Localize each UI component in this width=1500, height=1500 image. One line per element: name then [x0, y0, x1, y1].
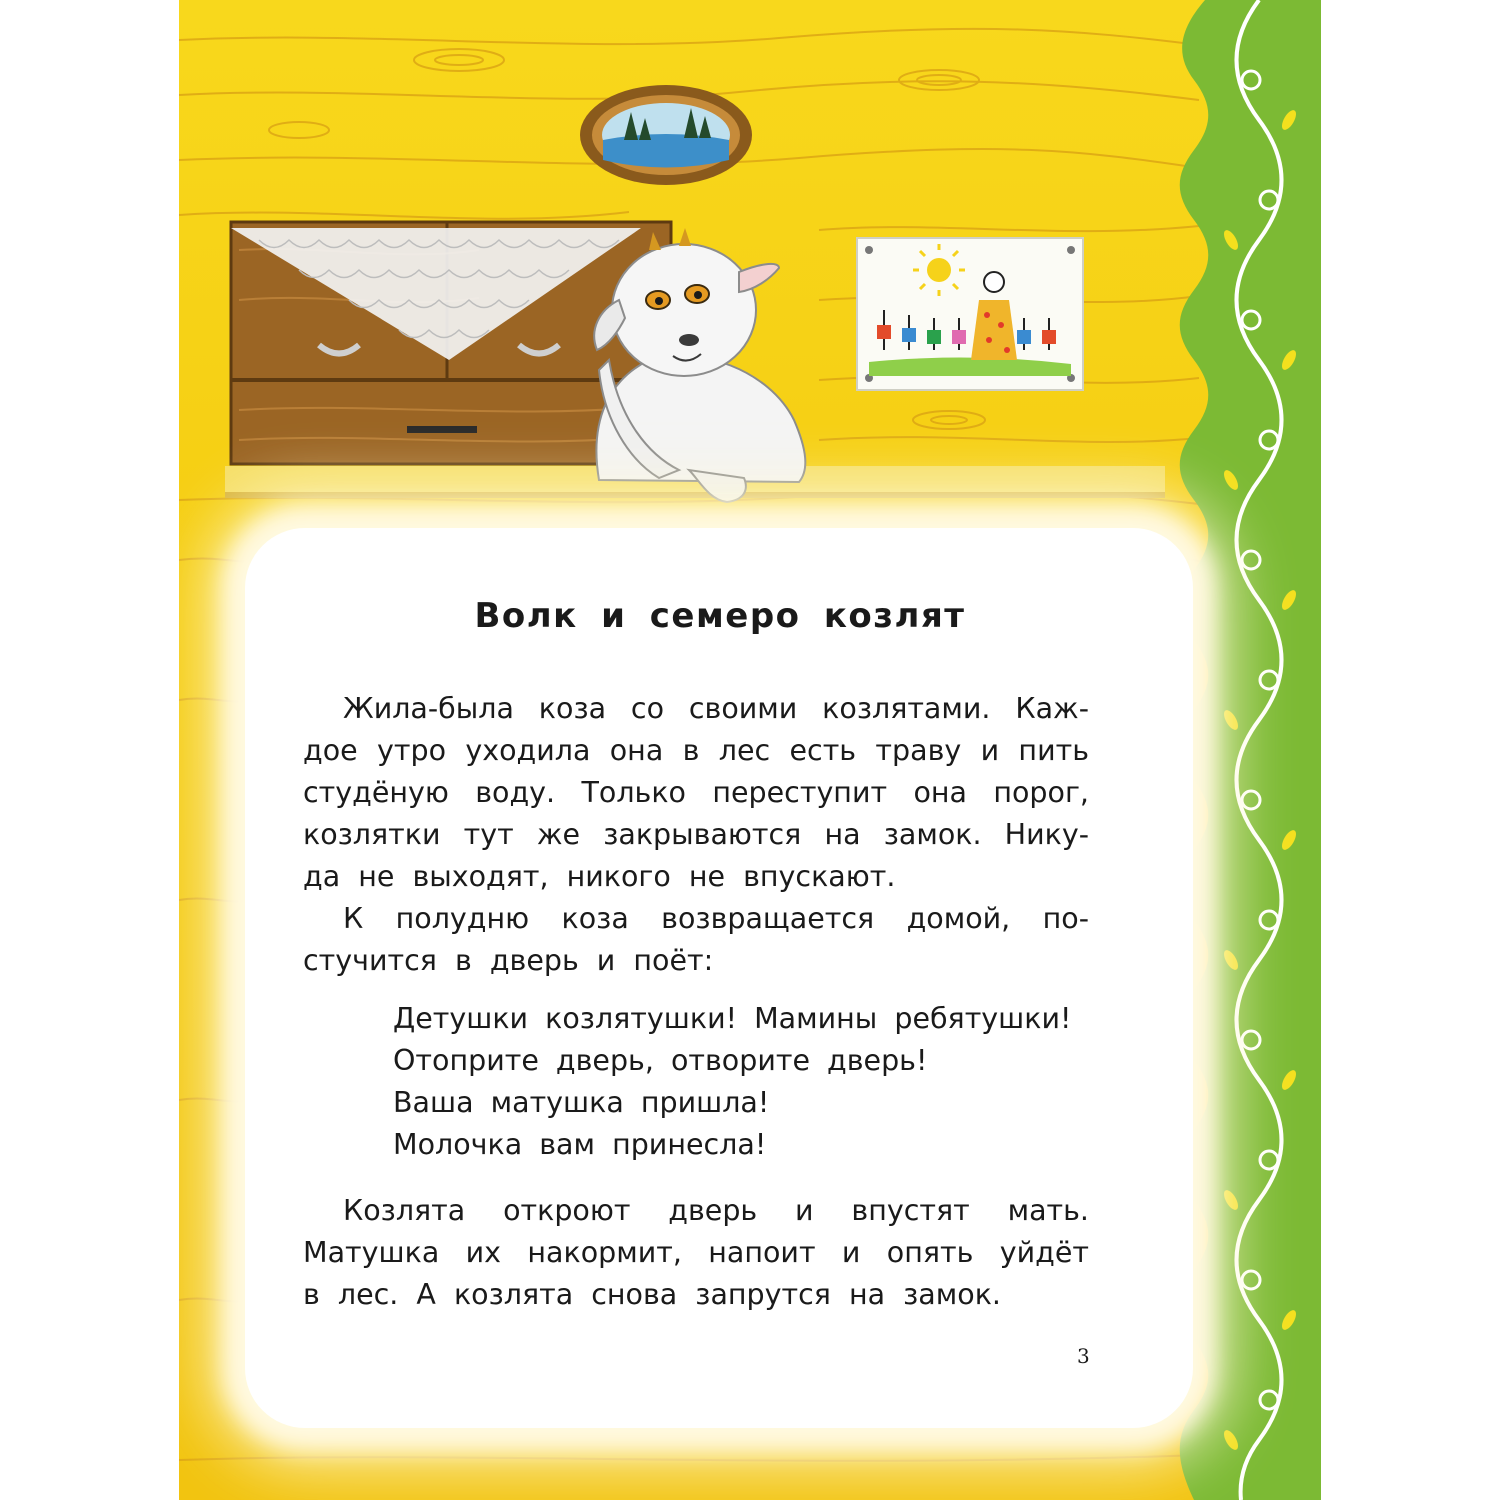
story-title: Волк и семеро козлят — [474, 596, 966, 636]
text-line: козлятки тут же закрываются на замок. Нику- — [303, 818, 1089, 851]
verse-line: Детушки козлятушки! Мамины ребятушки! — [393, 1002, 1072, 1035]
text-line: Козлята откроют дверь и впустят мать. — [343, 1194, 1089, 1227]
text-line: студёную воду. Только переступит она порог, — [303, 776, 1089, 809]
verse-line: Отоприте дверь, отворите дверь! — [393, 1044, 928, 1077]
text-line: да не выходят, никого не впускают. — [303, 860, 896, 893]
paragraph-2 — [303, 898, 1089, 982]
goat-song-verse — [393, 998, 1113, 1166]
paragraph-1 — [303, 688, 1089, 898]
verse-line: Ваша матушка пришла! — [393, 1086, 770, 1119]
text-line: Матушка их накормит, напоит и опять уйдёт — [303, 1236, 1089, 1269]
paragraph-3 — [303, 1190, 1089, 1316]
book-page — [179, 0, 1321, 1500]
text-line: стучится в дверь и поёт: — [303, 944, 714, 977]
text-line: дое утро уходила она в лес есть траву и пить — [303, 734, 1089, 767]
text-line: в лес. А козлята снова запрутся на замок. — [303, 1278, 1001, 1311]
text-line: К полудню коза возвращается домой, по- — [343, 902, 1089, 935]
page-number: 3 — [1077, 1344, 1090, 1368]
text-line: Жила-была коза со своими козлятами. Каж- — [343, 692, 1089, 725]
verse-line: Молочка вам принесла! — [393, 1128, 767, 1161]
